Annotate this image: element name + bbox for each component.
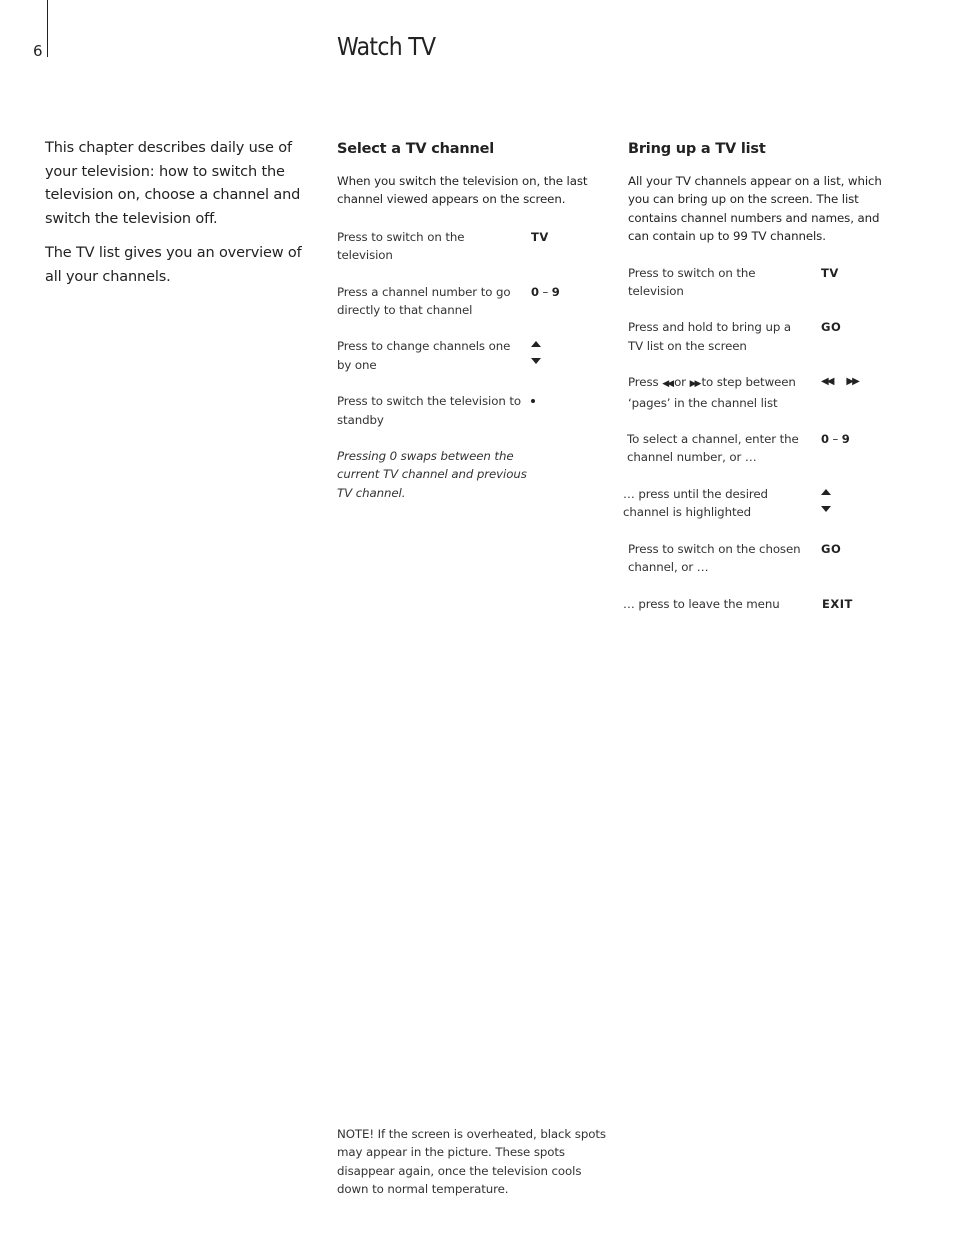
instruction-step [337,228,607,265]
header-vertical-rule [47,0,48,57]
up-down-keys [531,341,543,364]
fast-forward-icon: ▶▶ [689,379,700,390]
page-number: 6 [33,42,43,60]
intro-paragraph: The TV list gives you an overview of all your channels. [45,245,302,285]
up-arrow-icon [821,489,831,495]
step-description [628,373,803,412]
step-description: Press a channel number to go directly to that channel [337,284,511,318]
tv-list-section [623,138,901,613]
up-arrow-icon [531,341,541,347]
intro-paragraph: This chapter describes daily use of your television: how to switch the television on, choose a channel and switch the television off. [45,140,301,227]
key-dash: – [542,284,549,299]
step-description: Press and hold to bring up a TV list on the screen [628,320,792,353]
step-description: Press to switch on the chosen channel, or … [628,541,801,575]
key-from: 0 [531,284,540,299]
key-dash: – [832,432,839,447]
key-label: GO [821,320,842,335]
select-channel-section [337,138,607,502]
step-description: Press to switch the television to standby [337,394,521,427]
italic-note: Pressing 0 swaps between the current TV channel and previous TV channel. [337,449,527,500]
step-description: Press to switch on the television [337,229,465,263]
standby-dot-icon [531,399,535,403]
instruction-step [627,430,901,467]
step-description: To select a channel, enter the channel number, or … [627,432,799,465]
rewind-forward-keys [821,373,858,391]
footer-note: NOTE! If the screen is overheated, black spots may appear in the picture. These spots disappear again, once the television cools down to normal temperature. [337,1127,606,1197]
fast-forward-icon: ▶▶ [846,376,858,388]
rewind-icon: ◀◀ [662,379,673,390]
up-down-keys [821,489,833,512]
step-description: … press until the desired channel is highlighted [623,486,768,520]
key-range [821,430,850,448]
step-description: Press to change channels one by one [337,339,511,372]
section-lead: When you switch the television on, the last channel viewed appears on the screen. [337,174,588,207]
step-description: Press to switch on the television [628,265,756,299]
section-heading: Select a TV channel [337,141,495,157]
desc-suffix: to step between ‘pages’ in the channel list [628,375,796,410]
intro-section [45,137,305,300]
instruction-step [623,595,901,613]
section-heading: Bring up a TV list [628,141,766,157]
down-arrow-icon [821,506,831,512]
rewind-icon: ◀◀ [821,376,833,388]
key-label: TV [531,229,549,244]
key-range [531,283,560,301]
key-label: GO [821,541,842,556]
instruction-step [628,264,901,301]
instruction-step [628,318,901,355]
key-to: 9 [551,284,561,299]
instruction-step [337,283,607,320]
page-title: Watch TV [337,32,436,61]
instruction-step [628,373,901,412]
instruction-step [337,392,607,429]
key-to: 9 [841,432,851,447]
key-from: 0 [821,432,830,447]
section-lead: All your TV channels appear on a list, which you can bring up on the screen. The list contains channel numbers and names, and can contain up to 99 TV channels. [628,174,882,244]
desc-or: or [674,375,686,390]
instruction-step [623,485,901,522]
instruction-step [628,540,901,577]
step-description: … press to leave the menu [623,596,780,611]
instruction-step [337,337,607,374]
key-label: EXIT [822,596,853,611]
down-arrow-icon [531,358,541,364]
key-label: TV [821,265,839,280]
desc-prefix: Press [628,375,659,390]
